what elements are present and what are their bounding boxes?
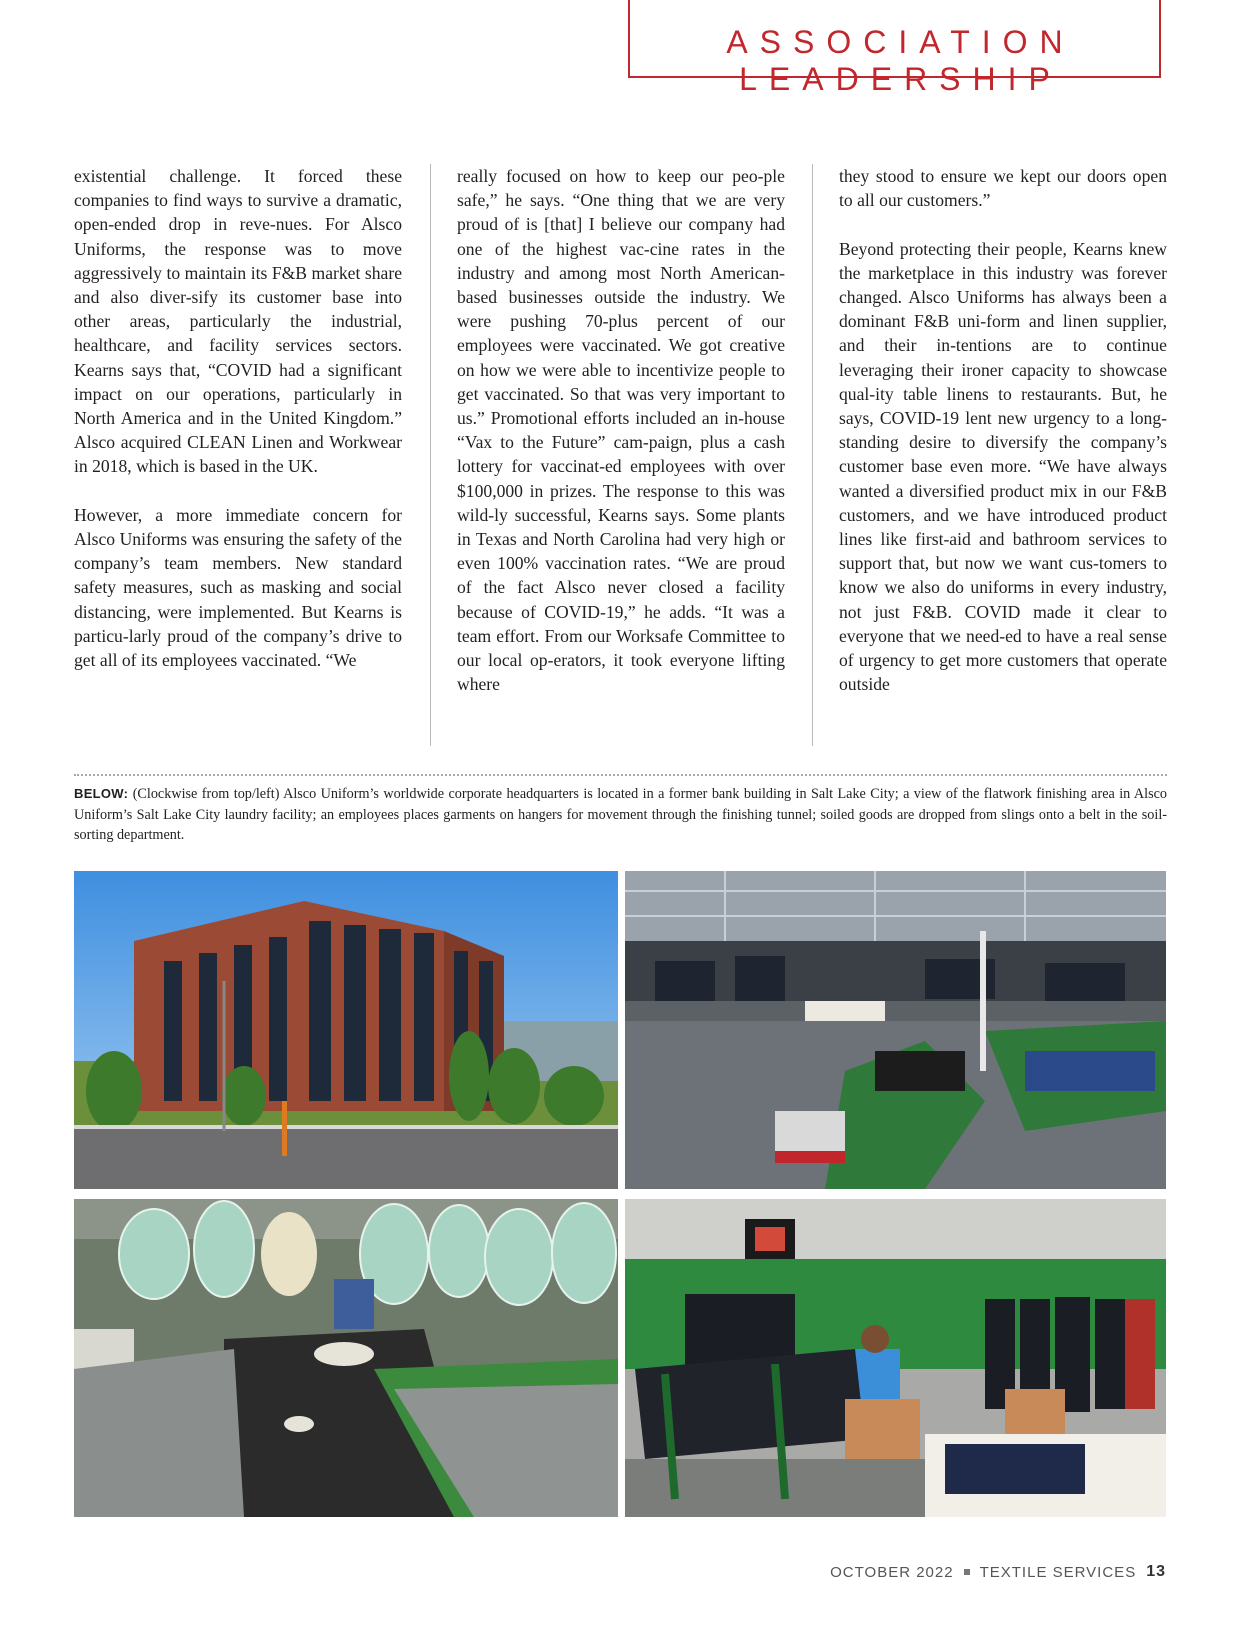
article-column-3 (839, 164, 1167, 696)
caption-divider (74, 774, 1167, 776)
photo-corporate-headquarters (74, 871, 618, 1189)
paragraph: existential challenge. It forced these companies to find ways to survive a dramatic, open-ended drop in reve-nues. For Alsco Uniforms, the response was to move aggressively to maintain its F&B market share and also diver-sify its customer base into other areas, particularly the industrial, healthcare, and facility services sectors. Kearns says that, “COVID had a significant impact on our operations, particularly in North America and in the United Kingdom.” Alsco acquired CLEAN Linen and Workwear in 2018, which is based in the UK. (74, 166, 402, 477)
caption-lead: BELOW: (74, 786, 129, 801)
footer-magazine-name: TEXTILE SERVICES (979, 1563, 1137, 1581)
page-number: 13 (1146, 1563, 1166, 1580)
caption-text: (Clockwise from top/left) Alsco Uniform’s worldwide corporate headquarters is located in a former bank building in Salt Lake City; a view of the flatwork finishing area in Alsco Uniform’s Salt Lake City laundry facility; an employees places garments on hangers for movement through the finishing tunnel; soiled goods are dropped from slings onto a belt in the soil-sorting department. (74, 786, 1167, 843)
photo-caption (74, 784, 1167, 846)
paragraph: really focused on how to keep our peo-ple safe,” he says. “One thing that we are very proud of is [that] I believe our company had one of the highest vac-cine rates in the industry and among most North American-based businesses outside the industry. We were pushing 70-plus percent of our employees were vaccinated. We got creative on how we were able to incentivize people to get vaccinated. So that was very important to us.” Promotional efforts included an in-house “Vax to the Future” cam-paign, plus a cash lottery for vaccinat-ed employees with over $100,000 in prizes. The response to this was wild-ly successful, Kearns says. Some plants in Texas and North Carolina had very high or even 100% vaccination rates. “We are proud of the fact Alsco never closed a facility because of COVID-19,” he adds. “It was a team effort. From our Worksafe Committee to our local op-erators, it took everyone lifting where (457, 166, 785, 695)
article-column-2 (457, 164, 785, 696)
article-column-1 (74, 164, 402, 672)
paragraph: Beyond protecting their people, Kearns knew the marketplace in this industry was forever changed. Alsco Uniforms has always been a dominant F&B uni-form and linen supplier, and their in-tentions are to continue leveraging their ironer capacity to showcase qual-ity table linens to restaurants. But, he says, COVID-19 lent new urgency to a long-standing desire to diversify the company’s customer base even more. “We have always wanted a diversified product mix in our F&B customers, and we have introduced product lines like first-aid and bathroom services to support that, but now we want cus-tomers to know we also do uniforms in every industry, not just F&B. COVID made it clear to everyone that we need-ed to have a real sense of urgency to get more customers that operate outside (839, 238, 1167, 695)
section-header-box (628, 0, 1161, 97)
column-divider (430, 164, 431, 746)
paragraph: However, a more immediate concern for Alsco Uniforms was ensuring the safety of the company’s team members. New standard safety measures, such as masking and social distancing, were implemented. But Kearns is particu-larly proud of the company’s drive to get all of its employees vaccinated. “We (74, 504, 402, 671)
section-title: ASSOCIATION LEADERSHIP (726, 24, 1075, 97)
paragraph: they stood to ensure we kept our doors open to all our customers.” (839, 166, 1167, 211)
footer-issue-date: OCTOBER 2022 (830, 1563, 954, 1581)
photo-soil-sorting-department (74, 1199, 618, 1517)
photo-garments-on-hangers (625, 1199, 1166, 1517)
photo-flatwork-finishing-area (625, 871, 1166, 1189)
page-footer (830, 1563, 1166, 1581)
column-divider (812, 164, 813, 746)
footer-separator (964, 1569, 970, 1575)
